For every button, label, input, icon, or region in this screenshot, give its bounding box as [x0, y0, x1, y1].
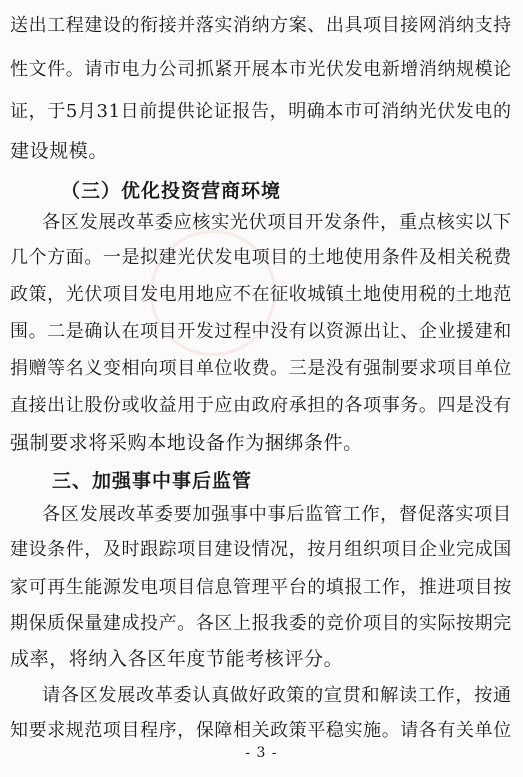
- supervision-line-1: 各区发展改革委要加强事中事后监管工作，督促落实项目: [42, 504, 512, 525]
- section3-line-6: 直接出让股份或收益用于应由政府承担的各项事务。四是没有: [10, 395, 512, 416]
- section3-line-1: 各区发展改革委应核实光伏项目开发条件，重点核实以下: [42, 212, 512, 233]
- section-heading-supervision: 三、加强事中事后监管: [52, 470, 253, 492]
- supervision-line-5: 成率，将纳入各区年度节能考核评分。: [10, 648, 344, 670]
- section3-line-4: 围。二是确认在项目开发过程中没有以资源出让、企业援建和: [10, 321, 512, 342]
- intro-line-2: 性文件。请市电力公司抓紧开展本市光伏发电新增消纳规模论: [10, 59, 512, 80]
- page-number: - 3 -: [245, 745, 278, 761]
- supervision-line-4: 期保质保量建成投产。各区上报我委的竞价项目的实际按期完: [10, 613, 512, 634]
- section3-line-7: 强制要求将采购本地设备作为捆绑条件。: [10, 432, 363, 454]
- intro-line-3: 证，于5月31日前提供论证报告，明确本市可消纳光伏发电的: [10, 101, 512, 122]
- supervision-line-2: 建设条件，及时跟踪项目建设情况，按月组织项目企业完成国: [10, 539, 512, 560]
- supervision-line-3: 家可再生能源发电项目信息管理平台的填报工作，推进项目按: [10, 577, 512, 598]
- intro-line-4: 建设规模。: [10, 140, 109, 162]
- section-heading-optimize-environment: （三）优化投资营商环境: [61, 180, 282, 202]
- section3-line-2: 几个方面。一是拟建光伏发电项目的土地使用条件及相关税费: [10, 247, 512, 268]
- closing-line-1: 请各区发展改革委认真做好政策的宣贯和解读工作，按通: [42, 685, 512, 706]
- section3-line-5: 捐赠等名义变相向项目单位收费。三是没有强制要求项目单位: [10, 358, 512, 379]
- section3-line-3: 政策，光伏项目发电用地应不在征收城镇土地使用税的土地范: [10, 284, 512, 305]
- intro-line-1: 送出工程建设的衔接并落实消纳方案、出具项目接网消纳支持: [10, 15, 512, 36]
- closing-line-2: 知要求规范项目程序，保障相关政策平稳实施。请各有关单位: [10, 720, 512, 741]
